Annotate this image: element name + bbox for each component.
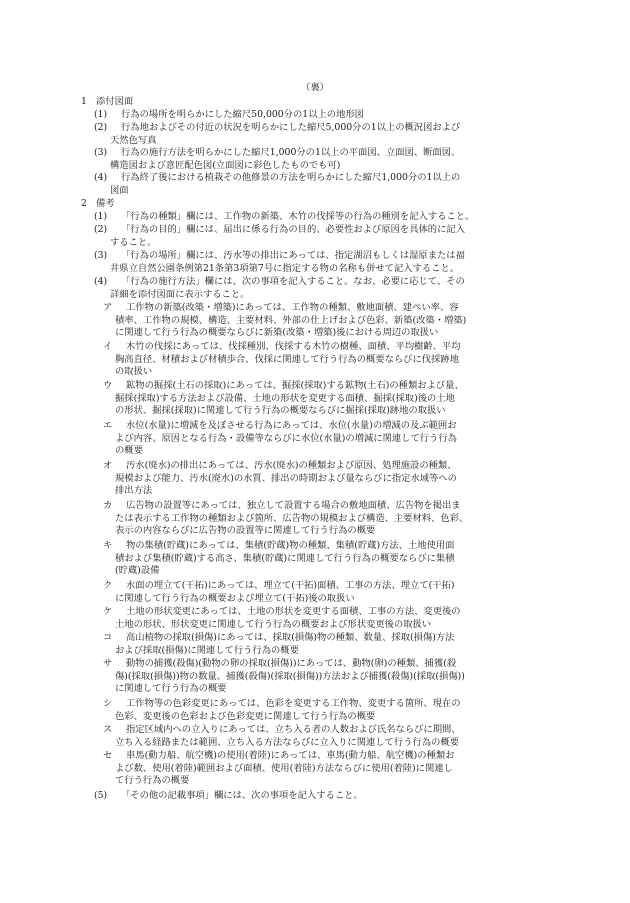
subitem-u-text: 鉱物の掘採(土石の採取)にあっては、掘採(採取)する鉱物(土石)の種類および量、 掘採(採取)する方法および設備、土地の形状を変更する面積、掘採(採取)後の土地 の形状、掘採(採取)に関連して行う行為の概要ならびに掘採(採取)跡地の取扱い — [115, 380, 464, 417]
subitem-a-text: 工作物の新築(改築・増築)にあっては、工作物の種類、敷地面積、建ぺい率、容 積率、工作物の規模、構造、主要材料、外部の仕上げおよび色彩、新築(改築・増築) に関連して行う行為の概要ならびに新築(改築・増築)後における周辺の取扱い — [115, 302, 467, 339]
s1-item-1-text: 行為の場所を明らかにした縮尺50,000分の1以上の地形図 — [121, 109, 364, 120]
subitem-ke-text: 土地の形状変更にあっては、土地の形状を変更する面積、工事の方法、変更後の 土地の形状、形状変更に関連して行う行為の概要および形状変更後の取扱い — [115, 606, 461, 630]
subitem-su-text: 指定区域内への立入りにあっては、立ち入る者の人数および氏名ならびに期間、 立ち入る経路または範囲、立ち入る方法ならびに立入りに関連して行う行為の概要 — [115, 724, 461, 748]
s2-item-4-text: 「行為の施行方法」欄には、次の事項を記入すること。なお、必要に応じて、その 詳細を添付図面に表示すること。 — [110, 276, 465, 300]
s2-item-5-text: 「その他の記載事項」欄には、次の事項を記入すること。 — [121, 790, 363, 801]
s2-item-1-marker: (1) — [94, 211, 108, 222]
subitem-shi-marker: シ — [103, 698, 113, 709]
s2-item-5-marker: (5) — [94, 790, 108, 801]
subitem-se-text: 車馬(動力船、航空機)の使用(着陸)にあっては、車馬(動力船、航空機)の種類お よび数、使用(着陸)範囲および面積、使用(着陸)方法ならびに使用(着陸)に関連し て行う行為の概要 — [115, 750, 455, 787]
subitem-i-text: 木竹の伐採にあっては、伐採種別、伐採する木竹の樹種、面積、平均樹齢、平均 胸高直径、材積および材積歩合、伐採に関連して行う行為の概要ならびに伐採跡地 の取扱い — [115, 341, 461, 378]
s2-item-1-text: 「行為の種類」欄には、工作物の新築、木竹の伐採等の行為の種別を記入すること。 — [121, 211, 475, 222]
subitem-ka-text: 広告物の設置等にあっては、独立して設置する場合の敷地面積、広告物を掲出ま たは表示する工作物の種類および箇所、広告物の規模および構造、主要材料、色彩、 表示の内容ならびに広告物の設置等に関連して行う行為の概要 — [115, 500, 469, 537]
s1-item-4-marker: (4) — [94, 172, 108, 183]
subitem-su-marker: ス — [103, 724, 113, 735]
subitem-ku-text: 水面の埋立て(干拓)にあっては、埋立て(干拓)面積、工事の方法、埋立て(干拓) に関連して行う行為の概要および埋立て(干拓)後の取扱い — [115, 580, 455, 604]
subitem-ku-marker: ク — [103, 580, 113, 591]
subitem-shi-text: 工作物等の色彩変更にあっては、色彩を変更する工作物、変更する箇所、現在の 色彩、変更後の色彩および色彩変更に関連して行う行為の概要 — [115, 698, 461, 722]
subitem-ki-marker: キ — [103, 540, 113, 551]
subitem-sa-text: 動物の捕獲(殺傷)(動物の卵の採取(損傷))にあっては、動物(卵)の種類、捕獲(殺 傷)(採取(損傷))物の数量、捕獲(殺傷)(採取(損傷))方法および捕獲(殺傷)(採取(損傷)) に関連して行う行為の概要 — [115, 658, 465, 695]
subitem-o-marker: オ — [103, 460, 113, 471]
s1-item-1-marker: (1) — [94, 109, 108, 120]
subitem-ka-marker: カ — [103, 500, 113, 511]
subitem-e-marker: エ — [103, 420, 113, 431]
page-title: （裏） — [301, 82, 329, 93]
subitem-a-marker: ア — [103, 302, 113, 313]
subitem-o-text: 汚水(廃水)の排出にあっては、汚水(廃水)の種類および原因、処理施設の種類、 規模および能力、汚水(廃水)の水質、排出の時期および量ならびに指定水域等への 排出方法 — [115, 460, 457, 497]
s1-item-2-marker: (2) — [94, 122, 108, 133]
subitem-ko-marker: コ — [103, 632, 113, 643]
subitem-se-marker: セ — [103, 750, 113, 761]
s2-item-3-marker: (3) — [94, 250, 108, 261]
s2-item-4-marker: (4) — [94, 276, 108, 287]
section-1-number: 1 — [81, 96, 87, 107]
subitem-e-text: 水位(水量)に増減を及ぼさせる行為にあっては、水位(水量)の増減の及ぶ範囲お よび内容、原因となる行為・設備等ならびに水位(水量)の増減に関連して行う行為 の概要 — [115, 420, 457, 457]
s2-item-3-text: 「行為の場所」欄には、汚水等の排出にあっては、指定湖沼もしくは湿原または福 井県立自然公園条例第21条第3項第7号に指定する物の名称も併せて記入すること。 — [110, 250, 465, 274]
section-2-number: 2 — [81, 198, 87, 209]
section-1-heading: 添付図面 — [96, 96, 134, 107]
subitem-i-marker: イ — [103, 341, 113, 352]
subitem-ke-marker: ケ — [103, 606, 113, 617]
s1-item-3-text: 行為の施行方法を明らかにした縮尺1,000分の1以上の平面図、立面図、断面図、 構造図および意匠配色図(立面図に彩色したものでも可) — [110, 147, 461, 171]
s1-item-2-text: 行為地およびその付近の状況を明らかにした縮尺5,000分の1以上の概況図および 天然色写真 — [110, 122, 461, 146]
s2-item-2-marker: (2) — [94, 224, 108, 235]
subitem-sa-marker: サ — [103, 658, 113, 669]
s1-item-3-marker: (3) — [94, 147, 108, 158]
subitem-ko-text: 高山植物の採取(損傷)にあっては、採取(損傷)物の種類、数量、採取(損傷)方法 および採取(損傷)に関連して行う行為の概要 — [115, 632, 455, 656]
subitem-u-marker: ウ — [103, 380, 113, 391]
subitem-ki-text: 物の集積(貯蔵)にあっては、集積(貯蔵)物の種類、集積(貯蔵)方法、土地使用面 積および集積(貯蔵)する高さ、集積(貯蔵)に関連して行う行為の概要ならびに集積 (貯蔵)設備 — [115, 540, 455, 577]
s2-item-2-text: 「行為の目的」欄には、届出に係る行為の目的、必要性および原因を具体的に記入 すること。 — [110, 224, 465, 248]
section-2-heading: 備考 — [96, 198, 115, 209]
s1-item-4-text: 行為終了後における植栽その他修景の方法を明らかにした縮尺1,000分の1以上の 図面 — [110, 172, 461, 196]
